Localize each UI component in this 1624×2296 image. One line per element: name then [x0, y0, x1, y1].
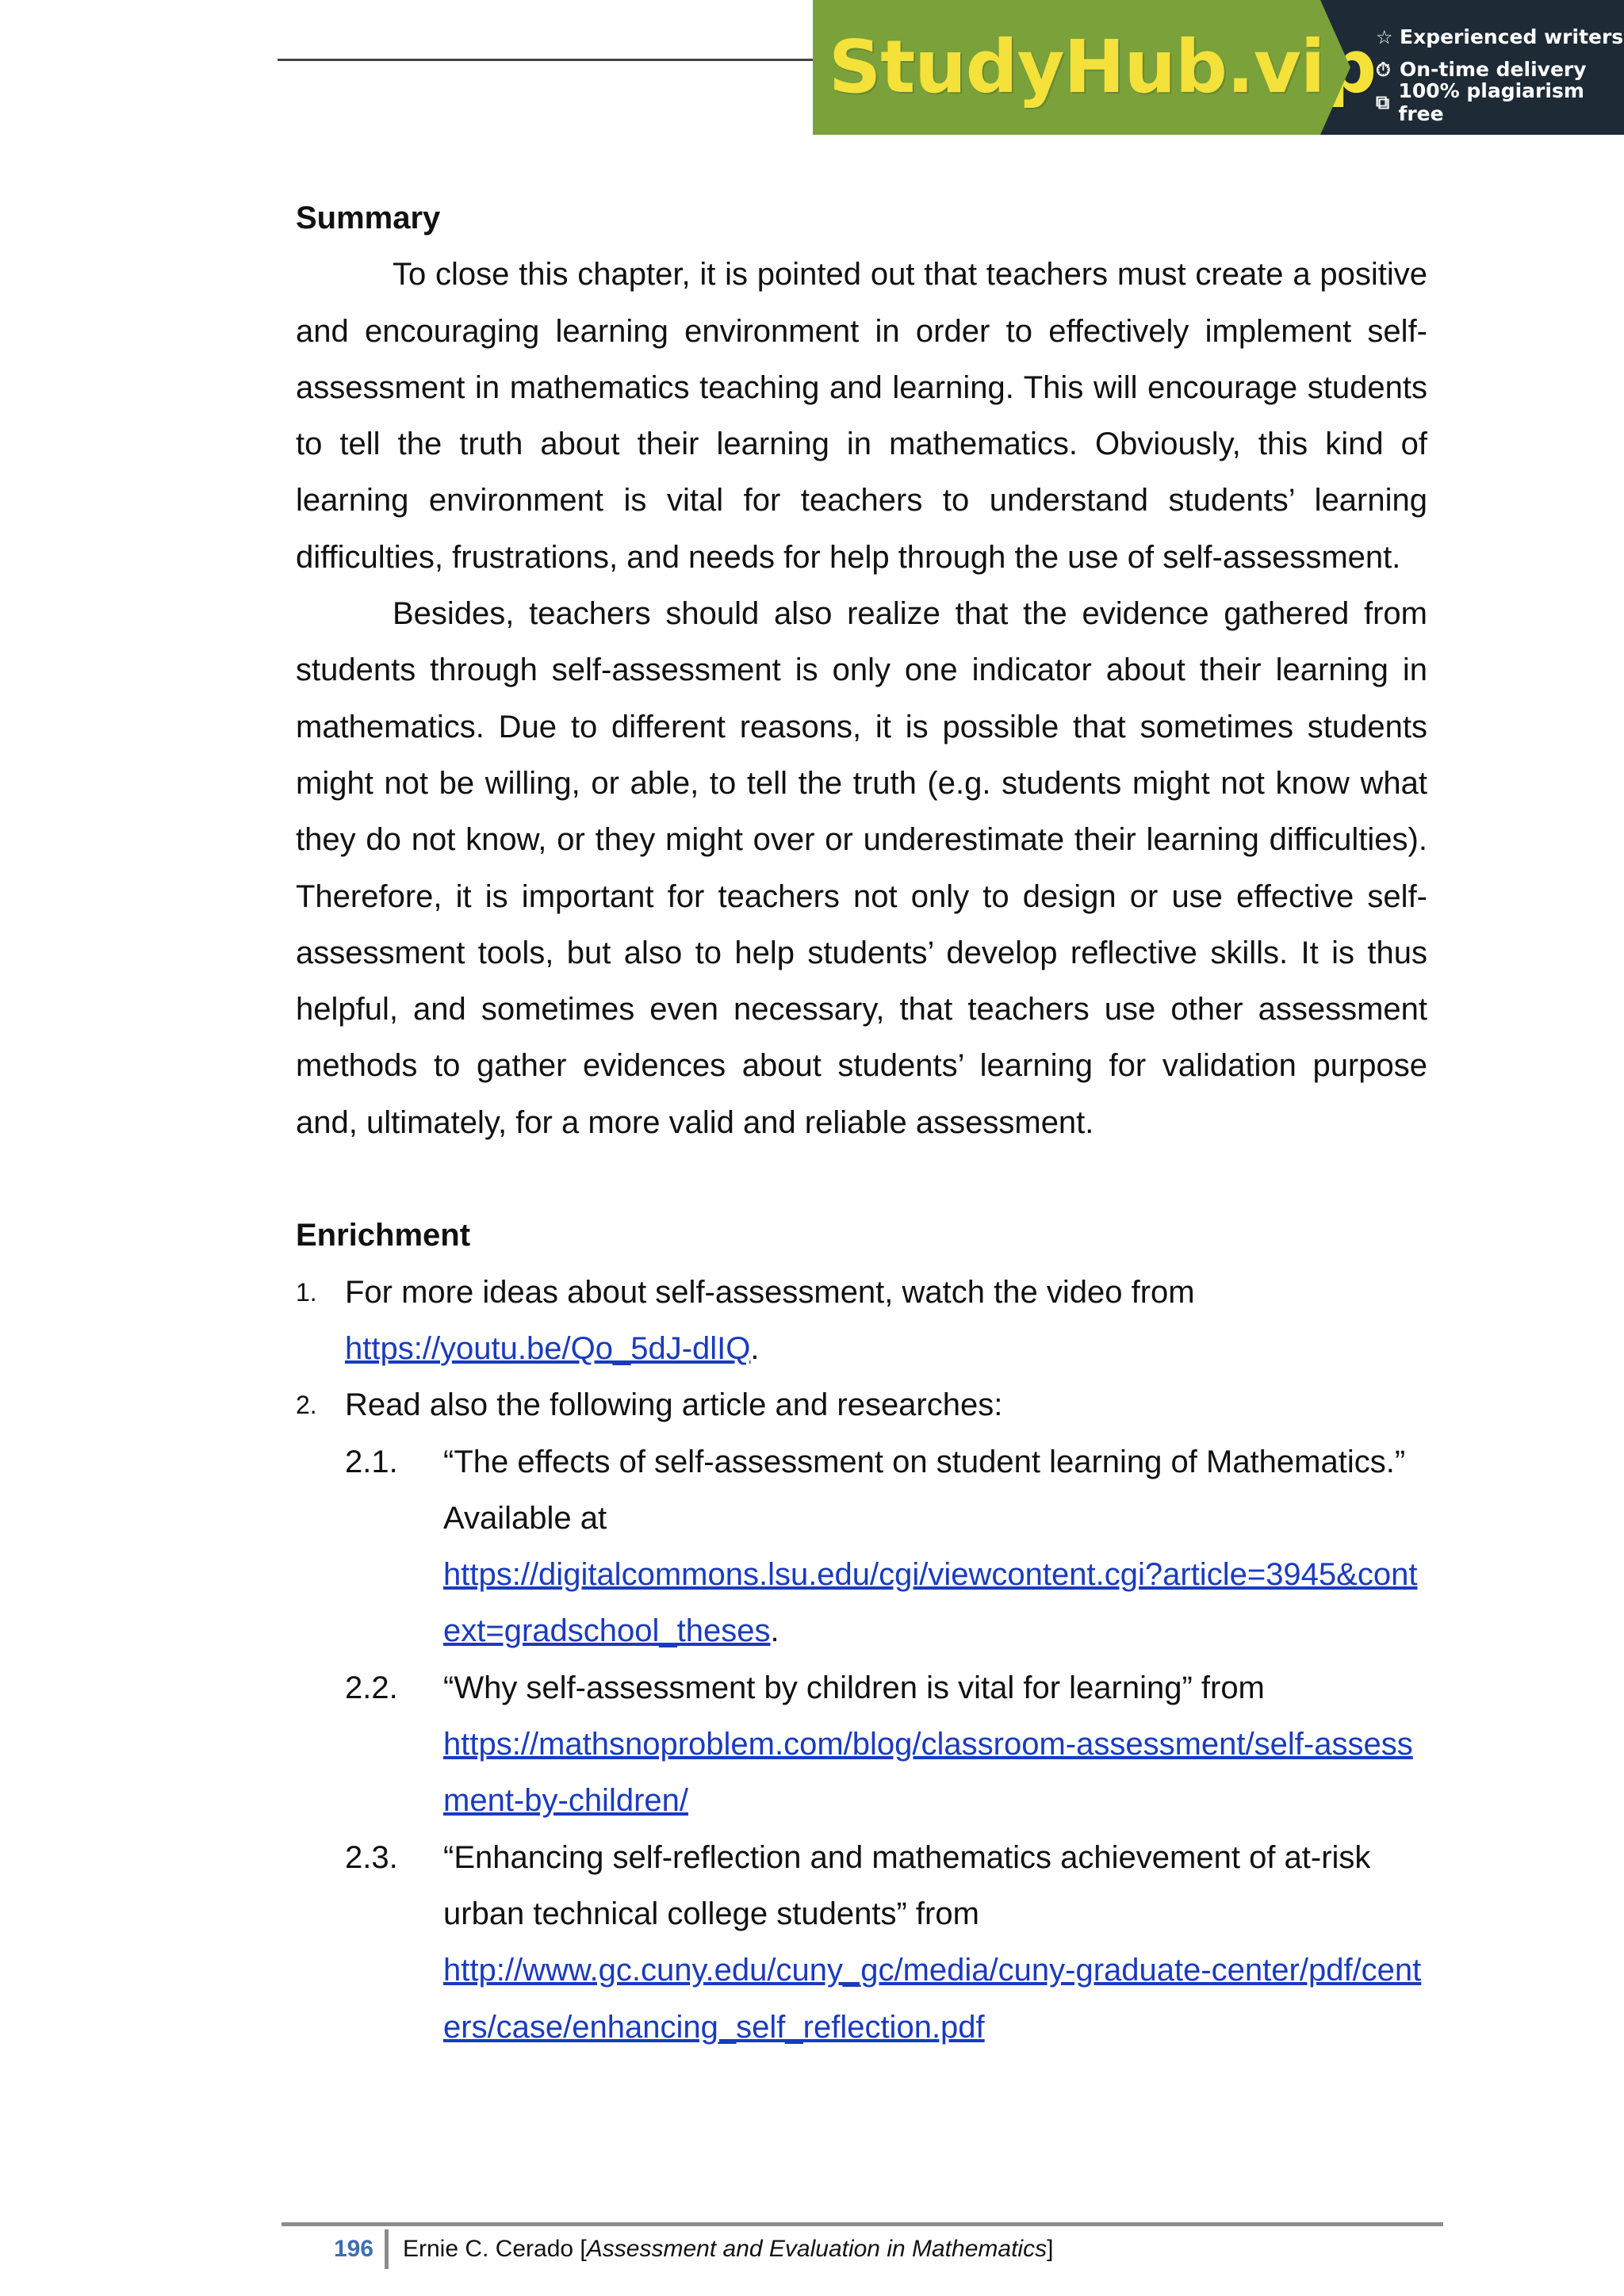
copy-icon: ⧉	[1376, 90, 1390, 113]
clock-icon: ⏱	[1376, 58, 1391, 81]
sub-number: 2.1.	[345, 1444, 398, 1479]
item-punct: .	[750, 1330, 760, 1366]
page-number: 196	[333, 2236, 373, 2262]
logo-text: StudyHub.vip	[829, 25, 1377, 109]
list-item	[296, 1265, 1427, 1378]
lsu-article-link[interactable]: https://digitalcommons.lsu.edu/cgi/viewcontent.cgi?article=3945&context=gradschool_theses	[443, 1557, 1418, 1649]
feature-plagiarism-free	[1376, 78, 1624, 125]
sub-list-item	[345, 1660, 1427, 1830]
sub-number: 2.2.	[345, 1670, 398, 1705]
cuny-pdf-link[interactable]: http://www.gc.cuny.edu/cuny_gc/media/cuny-graduate-center/pdf/centers/case/enhancing_self_reflection.pdf	[443, 1953, 1422, 2045]
feature-experienced-writers	[1376, 21, 1624, 53]
list-item	[296, 1377, 1427, 2056]
sub-text: “The effects of self-assessment on student learning of Mathematics.” Available at	[443, 1444, 1406, 1536]
footer-divider	[385, 2229, 389, 2269]
studyhub-logo[interactable]	[813, 0, 1377, 135]
studyhub-banner[interactable]	[813, 0, 1624, 135]
list-number: 2.	[296, 1391, 317, 1420]
item-text: Read also the following article and researches:	[345, 1387, 1003, 1423]
sub-list-item	[345, 1830, 1427, 2056]
star-icon: ☆	[1376, 25, 1393, 48]
summary-paragraph-1: To close this chapter, it is pointed out that teachers must create a positive and encouraging learning environment in order to effectively implement self-assessment in mathematics teaching and learning. This will encourage students to tell the truth about their learning in mathematics. Obviously, this kind of learning environment is vital for teachers to understand students’ learning difficulties, frustrations, and needs for help through the use of self-assessment.	[296, 257, 1427, 575]
item-punct: .	[770, 1613, 779, 1649]
page-footer	[282, 2229, 1053, 2269]
footer-rule	[282, 2222, 1443, 2226]
video-link[interactable]: https://youtu.be/Qo_5dJ-dlIQ	[345, 1330, 751, 1366]
feature-label: Experienced writers	[1400, 25, 1624, 48]
footer-book-title: Assessment and Evaluation in Mathematics	[586, 2236, 1048, 2262]
feature-label: 100% plagiarism free	[1398, 78, 1584, 125]
footer-author: Ernie C. Cerado [	[403, 2236, 587, 2262]
sub-text: “Enhancing self-reflection and mathematics achievement of at-risk urban technical college students” from	[443, 1839, 1371, 1931]
mathsnoproblem-link[interactable]: https://mathsnoproblem.com/blog/classroom-assessment/self-assessment-by-children/	[443, 1727, 1413, 1819]
enrichment-heading: Enrichment	[296, 1218, 471, 1253]
summary-heading: Summary	[296, 201, 441, 235]
item-text: For more ideas about self-assessment, watch the video from	[345, 1274, 1195, 1310]
footer-bracket: ]	[1047, 2236, 1054, 2262]
sub-text: “Why self-assessment by children is vital for learning” from	[443, 1670, 1265, 1705]
header-rule	[278, 59, 817, 61]
enrichment-list	[296, 1265, 1427, 2056]
footer-citation	[403, 2236, 1053, 2263]
list-number: 1.	[296, 1277, 317, 1307]
page-content	[296, 190, 1427, 2056]
feature-label: On-time delivery	[1400, 58, 1587, 81]
sub-number: 2.3.	[345, 1839, 398, 1875]
sub-list-item	[345, 1434, 1427, 1660]
summary-paragraph-2: Besides, teachers should also realize that the evidence gathered from students through self-assessment is only one indicator about their learning in mathematics. Due to different reasons, it is possible that sometimes students might not be willing, or able, to tell the truth (e.g. students might not know what they do not know, or they might over or underestimate their learning difficulties). Therefore, it is important for teachers not only to design or use effective self-assessment tools, but also to help students’ develop reflective skills. It is thus helpful, and sometimes even necessary, that teachers use other assessment methods to gather evidences about students’ learning for validation purpose and, ultimately, for a more valid and reliable assessment.	[296, 596, 1427, 1140]
